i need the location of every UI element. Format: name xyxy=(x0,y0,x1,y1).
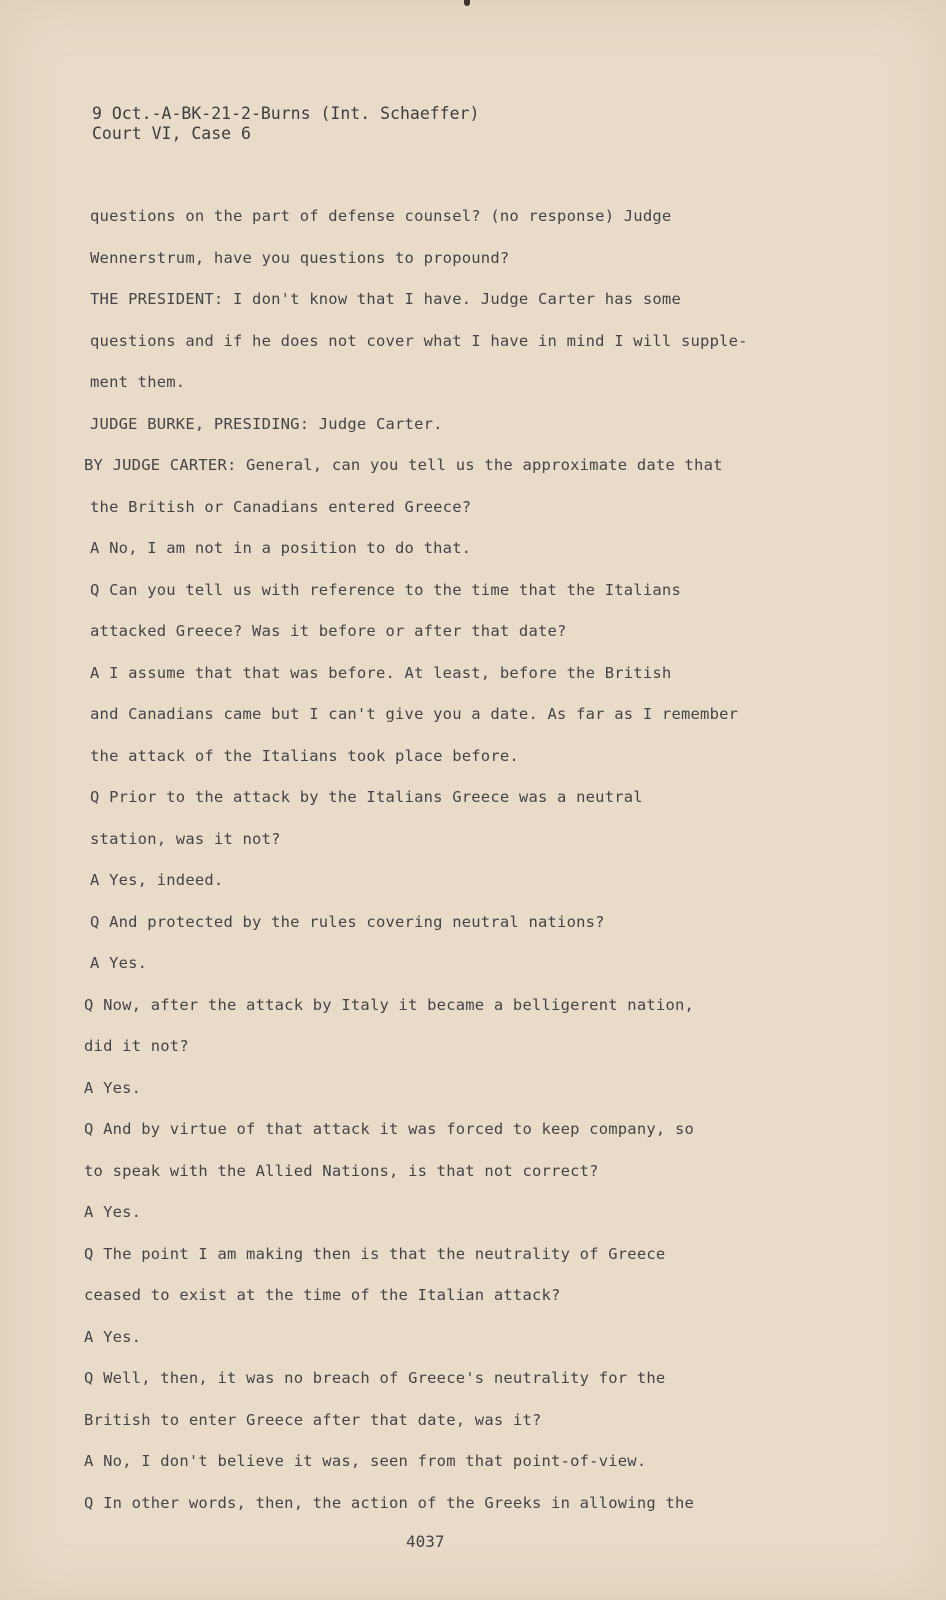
transcript-line: A No, I don't believe it was, seen from that point-of-view. xyxy=(84,1452,647,1470)
page-number: 4037 xyxy=(406,1532,445,1551)
transcript-line: A I assume that that was before. At least, before the British xyxy=(90,663,672,682)
transcript-line: to speak with the Allied Nations, is that not correct? xyxy=(84,1161,599,1180)
header-line-1: 9 Oct.-A-BK-21-2-Burns (Int. Schaeffer) xyxy=(92,104,480,123)
transcript-line: ceased to exist at the time of the Italian attack? xyxy=(84,1286,561,1304)
transcript-line: Q Now, after the attack by Italy it became a belligerent nation, xyxy=(84,995,695,1014)
transcript-line: British to enter Greece after that date, was it? xyxy=(84,1410,542,1429)
header-line-2: Court VI, Case 6 xyxy=(92,124,251,143)
transcript-line: did it not? xyxy=(84,1037,189,1055)
document-header xyxy=(92,104,479,144)
transcript-line: A Yes, indeed. xyxy=(90,871,224,889)
transcript-line: ment them. xyxy=(90,373,186,391)
transcript-line: the attack of the Italians took place before. xyxy=(90,746,519,765)
transcript-line: Q Well, then, it was no breach of Greece's neutrality for the xyxy=(84,1369,666,1387)
transcript-line: A Yes. xyxy=(84,1203,142,1221)
transcript-body xyxy=(84,196,824,1524)
transcript-line: BY JUDGE CARTER: General, can you tell us the approximate date that xyxy=(84,456,723,474)
transcript-line: the British or Canadians entered Greece? xyxy=(90,497,472,516)
transcript-line: A Yes. xyxy=(84,1078,142,1097)
transcript-line: Q Can you tell us with reference to the time that the Italians xyxy=(90,580,681,599)
transcript-line: Q The point I am making then is that the neutrality of Greece xyxy=(84,1244,666,1263)
transcript-line: A Yes. xyxy=(90,954,148,972)
transcript-line: attacked Greece? Was it before or after that date? xyxy=(90,622,567,640)
punch-hole xyxy=(464,0,470,6)
transcript-line: and Canadians came but I can't give you a date. As far as I remember xyxy=(90,705,739,723)
transcript-line: Q And by virtue of that attack it was forced to keep company, so xyxy=(84,1120,695,1138)
transcript-line: THE PRESIDENT: I don't know that I have. Judge Carter has some xyxy=(90,290,681,308)
transcript-line: Q Prior to the attack by the Italians Greece was a neutral xyxy=(90,788,643,806)
transcript-line: station, was it not? xyxy=(90,829,281,848)
transcript-line: questions on the part of defense counsel? (no response) Judge xyxy=(90,207,672,225)
transcript-line: Q In other words, then, the action of the Greeks in allowing the xyxy=(84,1493,695,1512)
transcript-line: Wennerstrum, have you questions to propound? xyxy=(90,248,510,267)
transcript-line: Q And protected by the rules covering neutral nations? xyxy=(90,912,605,931)
transcript-line: questions and if he does not cover what I have in mind I will supple- xyxy=(90,331,748,350)
transcript-line: JUDGE BURKE, PRESIDING: Judge Carter. xyxy=(90,414,443,433)
transcript-line: A No, I am not in a position to do that. xyxy=(90,539,472,557)
transcript-line: A Yes. xyxy=(84,1327,142,1346)
